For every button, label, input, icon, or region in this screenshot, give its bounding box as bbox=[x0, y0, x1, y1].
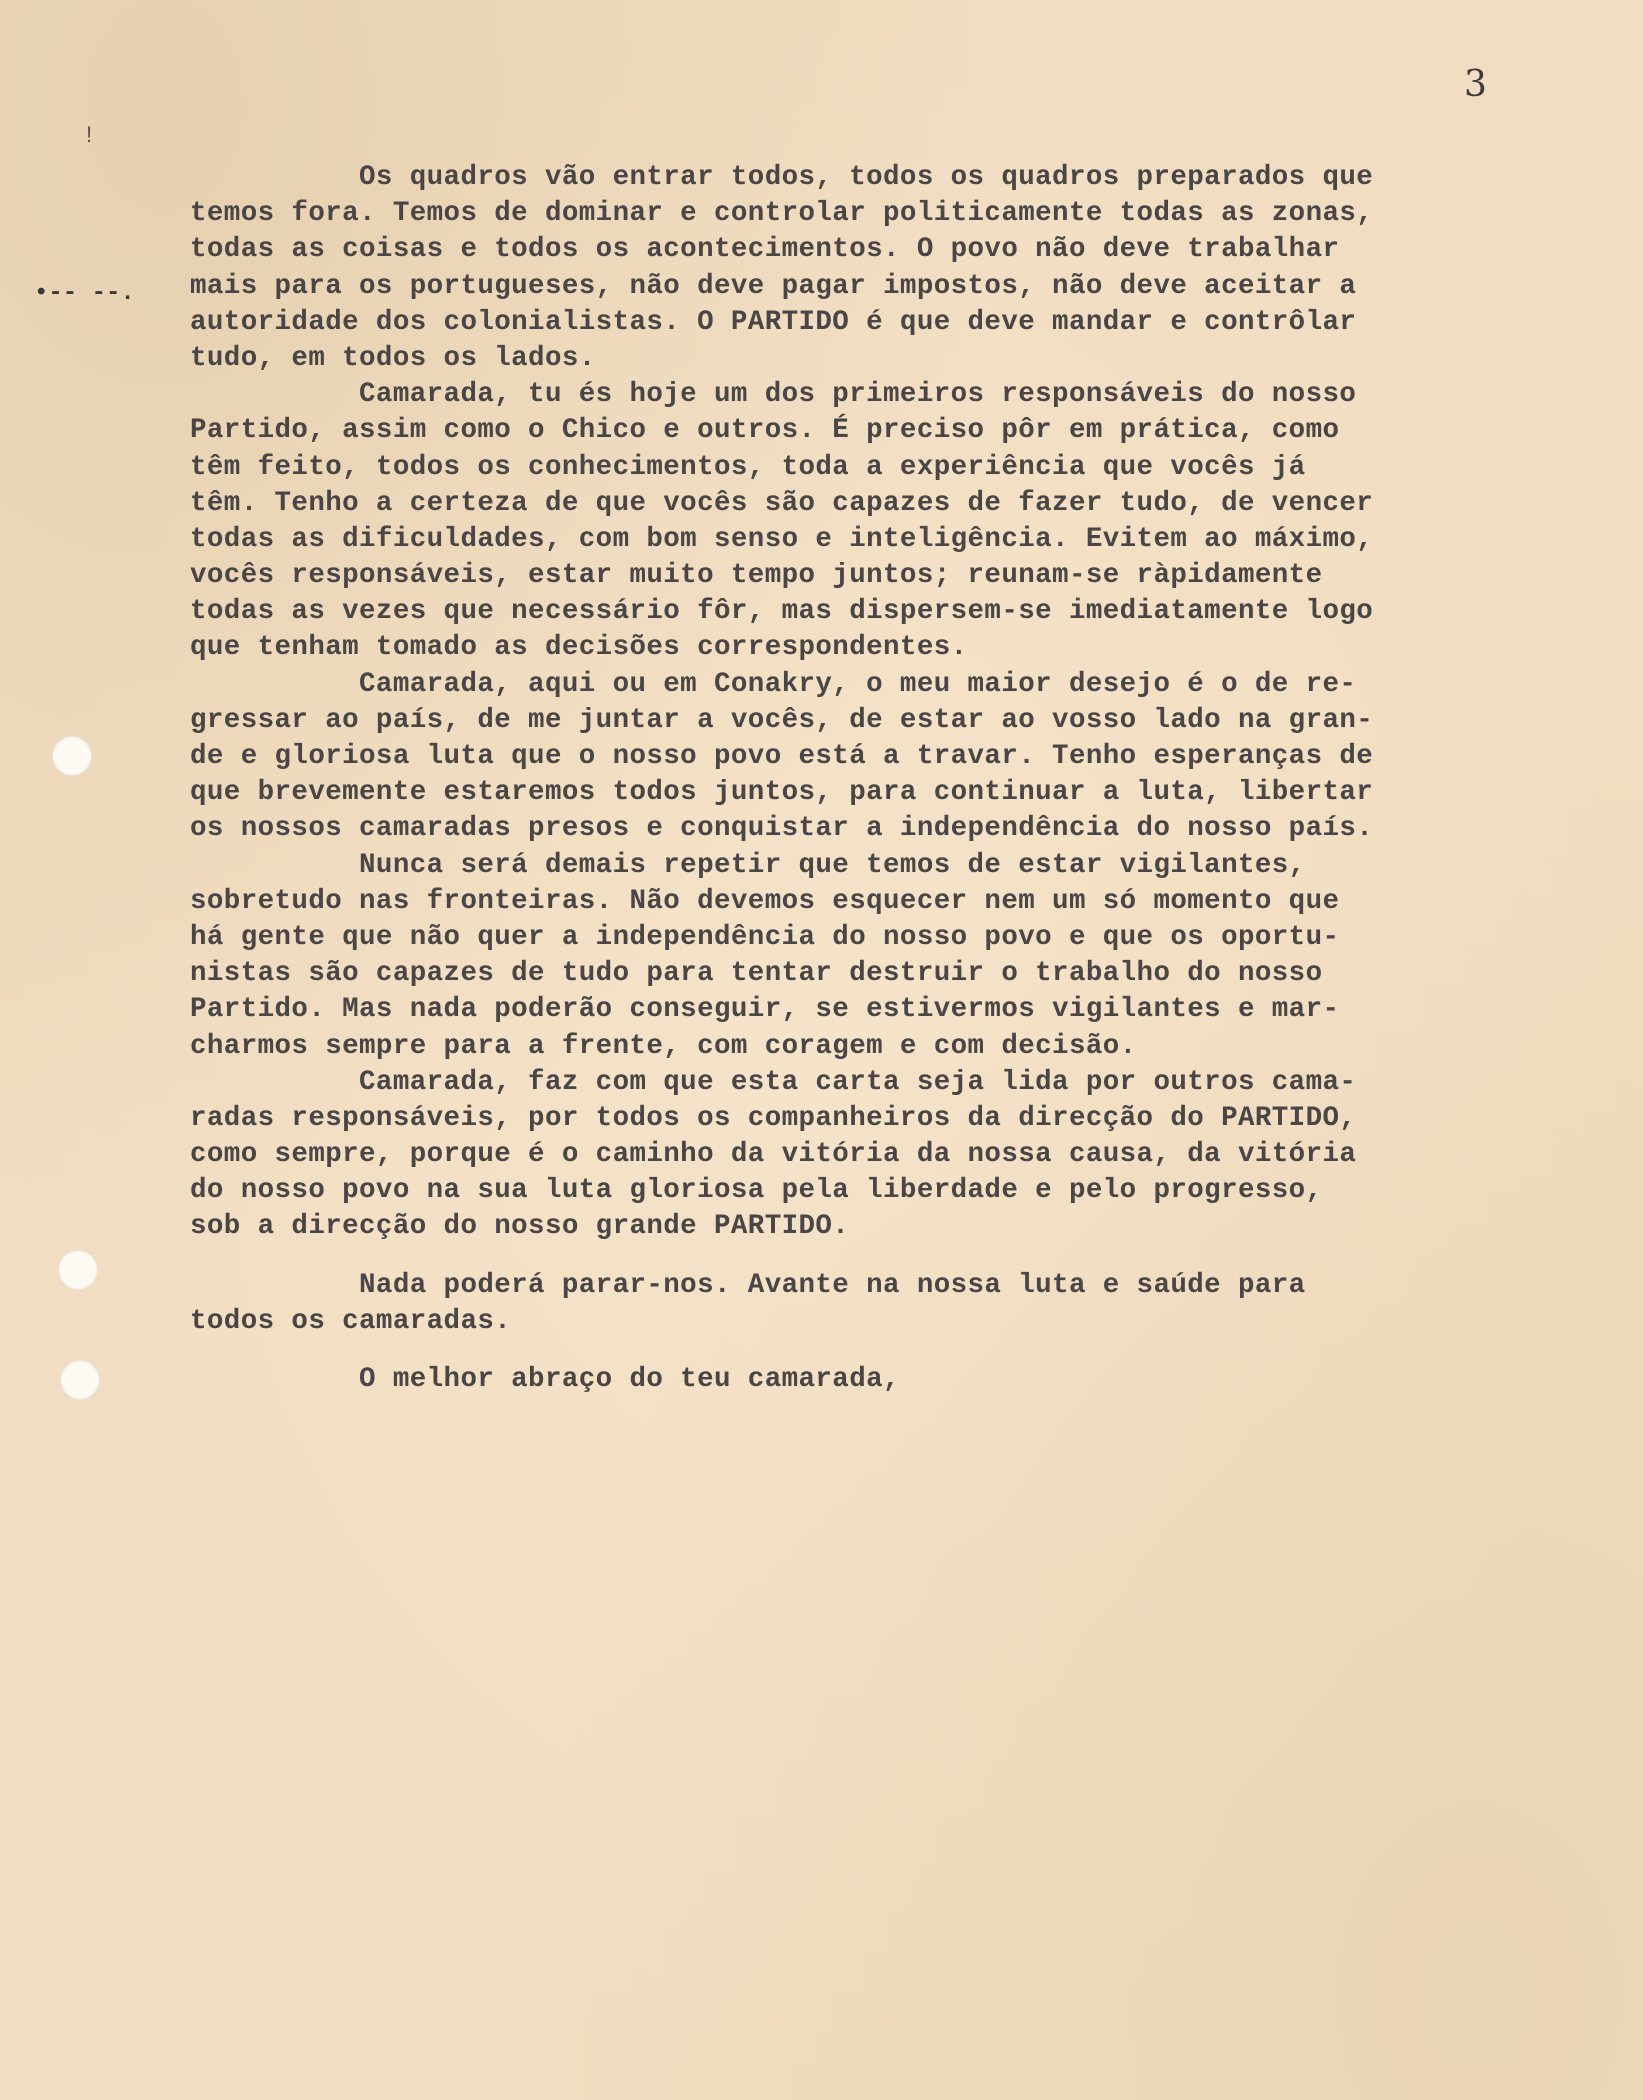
text-line: charmos sempre para a frente, com coragem e com decisão. bbox=[190, 1030, 1137, 1062]
margin-annotation: •-- --. bbox=[34, 280, 135, 307]
text-line: de e gloriosa luta que o nosso povo está a travar. Tenho esperanças de bbox=[190, 741, 1374, 772]
text-line: tudo, em todos os lados. bbox=[190, 342, 596, 374]
paragraph-spacer bbox=[190, 1340, 1620, 1362]
paragraph bbox=[190, 377, 1620, 667]
text-line: como sempre, porque é o caminho da vitória da nossa causa, da vitória bbox=[190, 1139, 1357, 1171]
closing-paragraph bbox=[190, 1268, 1620, 1340]
text-line: todas as coisas e todos os acontecimentos. O povo não deve trabalhar bbox=[190, 234, 1340, 266]
text-line: todos os camaradas. bbox=[190, 1305, 512, 1337]
text-line: nistas são capazes de tudo para tentar destruir o trabalho do nosso bbox=[190, 958, 1323, 990]
text-line: todas as dificuldades, com bom senso e inteligência. Evitem ao máximo, bbox=[190, 523, 1374, 555]
punch-hole bbox=[58, 1250, 98, 1290]
text-line: há gente que não quer a independência do nosso povo e que os oportu- bbox=[190, 921, 1340, 953]
paragraph bbox=[190, 1065, 1620, 1246]
text-line: Partido. Mas nada poderão conseguir, se estivermos vigilantes e mar- bbox=[190, 994, 1340, 1026]
text-line: gressar ao país, de me juntar a vocês, de estar ao vosso lado na gran- bbox=[190, 704, 1374, 736]
text-line: sob a direcção do nosso grande PARTIDO. bbox=[190, 1211, 850, 1243]
punch-hole bbox=[52, 736, 92, 776]
punch-hole bbox=[60, 1360, 100, 1400]
text-line: temos fora. Temos de dominar e controlar politicamente todas as zonas, bbox=[190, 198, 1374, 230]
text-line: Camarada, tu és hoje um dos primeiros responsáveis do nosso bbox=[190, 379, 1357, 411]
text-line: que brevemente estaremos todos juntos, para continuar a luta, libertar bbox=[190, 777, 1374, 809]
paragraph-spacer bbox=[190, 1246, 1620, 1268]
page-number: 3 bbox=[1464, 64, 1487, 105]
text-line: Camarada, faz com que esta carta seja lida por outros cama- bbox=[190, 1066, 1357, 1098]
signoff-line: O melhor abraço do teu camarada, bbox=[190, 1364, 900, 1395]
paragraph bbox=[190, 667, 1620, 848]
text-line: Os quadros vão entrar todos, todos os quadros preparados que bbox=[190, 162, 1374, 193]
text-line: os nossos camaradas presos e conquistar a independência do nosso país. bbox=[190, 813, 1374, 845]
paragraph bbox=[190, 160, 1620, 377]
text-line: todas as vezes que necessário fôr, mas dispersem-se imediatamente logo bbox=[190, 596, 1374, 628]
text-line: radas responsáveis, por todos os companheiros da direcção do PARTIDO, bbox=[190, 1102, 1357, 1134]
margin-tick-mark: ! bbox=[86, 122, 93, 147]
text-line: vocês responsáveis, estar muito tempo juntos; reunam-se ràpidamente bbox=[190, 560, 1323, 592]
text-line: têm. Tenho a certeza de que vocês são capazes de fazer tudo, de vencer bbox=[190, 487, 1374, 519]
text-line: do nosso povo na sua luta gloriosa pela liberdade e pelo progresso, bbox=[190, 1175, 1323, 1207]
text-line: mais para os portugueses, não deve pagar impostos, não deve aceitar a bbox=[190, 270, 1357, 302]
text-line: Nada poderá parar-nos. Avante na nossa luta e saúde para bbox=[190, 1269, 1306, 1301]
text-line: autoridade dos colonialistas. O PARTIDO é que deve mandar e contrôlar bbox=[190, 306, 1357, 338]
paragraph bbox=[190, 848, 1620, 1065]
text-line: Partido, assim como o Chico e outros. É preciso pôr em prática, como bbox=[190, 415, 1340, 447]
text-line: sobretudo nas fronteiras. Não devemos esquecer nem um só momento que bbox=[190, 885, 1340, 917]
text-line: Nunca será demais repetir que temos de estar vigilantes, bbox=[190, 849, 1306, 881]
text-line: que tenham tomado as decisões correspondentes. bbox=[190, 632, 968, 664]
text-line: têm feito, todos os conhecimentos, toda a experiência que vocês já bbox=[190, 451, 1306, 483]
letter-body bbox=[190, 160, 1620, 1398]
text-line: Camarada, aqui ou em Conakry, o meu maior desejo é o de re- bbox=[190, 668, 1357, 700]
